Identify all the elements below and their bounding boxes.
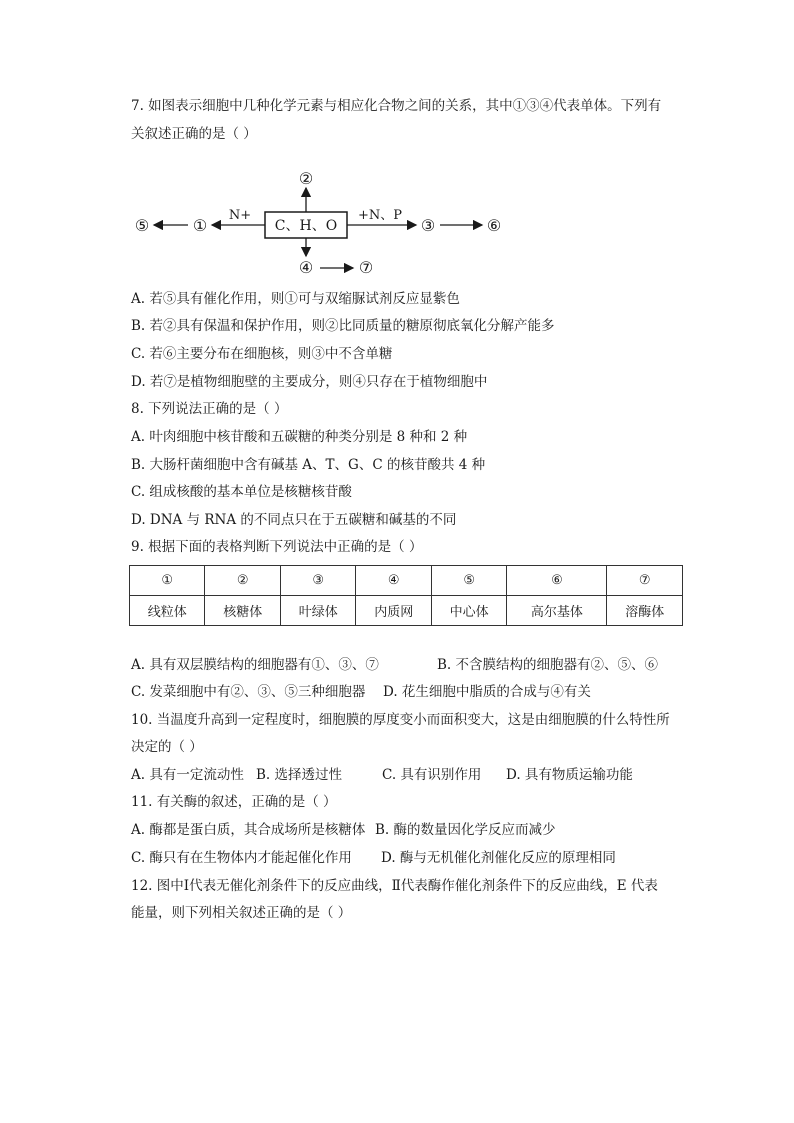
- q10-option-d: D. 具有物质运输功能: [506, 767, 633, 783]
- q9-option-b: B. 不含膜结构的细胞器有②、⑤、⑥: [437, 657, 659, 673]
- node-2: ②: [298, 169, 314, 188]
- q10-option-c: C. 具有识别作用: [382, 767, 482, 783]
- table-row-names: [130, 596, 683, 626]
- table-cell: ②: [205, 566, 280, 596]
- q7-diagram: [128, 160, 518, 280]
- table-cell: ⑤: [431, 566, 506, 596]
- node-7: ⑦: [358, 258, 374, 277]
- table-cell: ⑦: [607, 566, 683, 596]
- table-cell: 内质网: [356, 596, 431, 626]
- q10-option-b: B. 选择透过性: [256, 767, 343, 783]
- table-cell: 中心体: [431, 596, 506, 626]
- left-label: N+: [228, 208, 252, 223]
- q7-option-a: A. 若⑤具有催化作用，则①可与双缩脲试剂反应显紫色: [131, 291, 460, 307]
- table-row-numbers: [130, 566, 683, 596]
- q10-option-a: A. 具有一定流动性: [131, 767, 244, 783]
- table-cell: 高尔基体: [507, 596, 607, 626]
- node-5: ⑤: [134, 216, 150, 235]
- table-cell: 溶酶体: [607, 596, 683, 626]
- table-cell: 叶绿体: [280, 596, 355, 626]
- organelle-table: [129, 565, 683, 626]
- node-4: ④: [298, 258, 314, 277]
- q10-stem-line1: 10. 当温度升高到一定程度时，细胞膜的厚度变小而面积变大，这是由细胞膜的什么特性所: [131, 712, 670, 728]
- q9-stem: 9. 根据下面的表格判断下列说法中正确的是（ ）: [131, 539, 423, 555]
- q8-option-b: B. 大肠杆菌细胞中含有碱基 A、T、G、C 的核苷酸共 4 种: [131, 457, 486, 473]
- q9-options-row1: [131, 655, 658, 675]
- q7-option-c: C. 若⑥主要分布在细胞核，则③中不含单糖: [131, 346, 393, 362]
- table-cell: ④: [356, 566, 431, 596]
- q11-option-c: C. 酶只有在生物体内才能起催化作用: [131, 850, 352, 866]
- q8-stem: 8. 下列说法正确的是（ ）: [131, 401, 288, 417]
- node-6: ⑥: [486, 216, 502, 235]
- q7-stem-line1: 7. 如图表示细胞中几种化学元素与相应化合物之间的关系，其中①③④代表单体。下列有: [131, 98, 662, 114]
- center-text: C、H、O: [274, 218, 338, 234]
- q11-stem: 11. 有关酶的叙述，正确的是（ ）: [131, 794, 337, 810]
- q8-option-c: C. 组成核酸的基本单位是核糖核苷酸: [131, 484, 352, 500]
- node-3: ③: [420, 216, 436, 235]
- q9-option-a: A. 具有双层膜结构的细胞器有①、③、⑦: [131, 657, 379, 673]
- q11-option-a: A. 酶都是蛋白质，其合成场所是核糖体: [131, 822, 366, 838]
- q7-option-b: B. 若②具有保温和保护作用，则②比同质量的糖原彻底氧化分解产能多: [131, 318, 555, 334]
- q8-option-d: D. DNA 与 RNA 的不同点只在于五碳糖和碱基的不同: [131, 512, 457, 528]
- q12-stem-line1: 12. 图中Ⅰ代表无催化剂条件下的反应曲线，Ⅱ代表酶作催化剂条件下的反应曲线，E 代表: [131, 878, 658, 894]
- table-cell: 线粒体: [130, 596, 205, 626]
- q10-stem-line2: 决定的（ ）: [131, 739, 203, 755]
- q8-option-a: A. 叶肉细胞中核苷酸和五碳糖的种类分别是 8 种和 2 种: [131, 429, 468, 445]
- q7-option-d: D. 若⑦是植物细胞壁的主要成分，则④只存在于植物细胞中: [131, 374, 488, 390]
- q11-option-d: D. 酶与无机催化剂催化反应的原理相同: [381, 850, 616, 866]
- q9-option-d: D. 花生细胞中脂质的合成与④有关: [383, 684, 591, 700]
- table-cell: ①: [130, 566, 205, 596]
- q9-options-row2: [131, 682, 591, 702]
- q7-stem-line2: 关叙述正确的是（ ）: [131, 126, 257, 142]
- q11-option-b: B. 酶的数量因化学反应而减少: [375, 822, 556, 838]
- table-cell: ③: [280, 566, 355, 596]
- right-label: +N、P: [357, 208, 403, 223]
- q11-options-row1: [131, 820, 556, 840]
- q12-stem-line2: 能量，则下列相关叙述正确的是（ ）: [131, 905, 352, 921]
- q11-options-row2: [131, 848, 616, 868]
- q10-options-row: [131, 765, 633, 785]
- table-cell: 核糖体: [205, 596, 280, 626]
- node-1: ①: [192, 216, 208, 235]
- q9-option-c: C. 发菜细胞中有②、③、⑤三种细胞器: [131, 684, 366, 700]
- table-cell: ⑥: [507, 566, 607, 596]
